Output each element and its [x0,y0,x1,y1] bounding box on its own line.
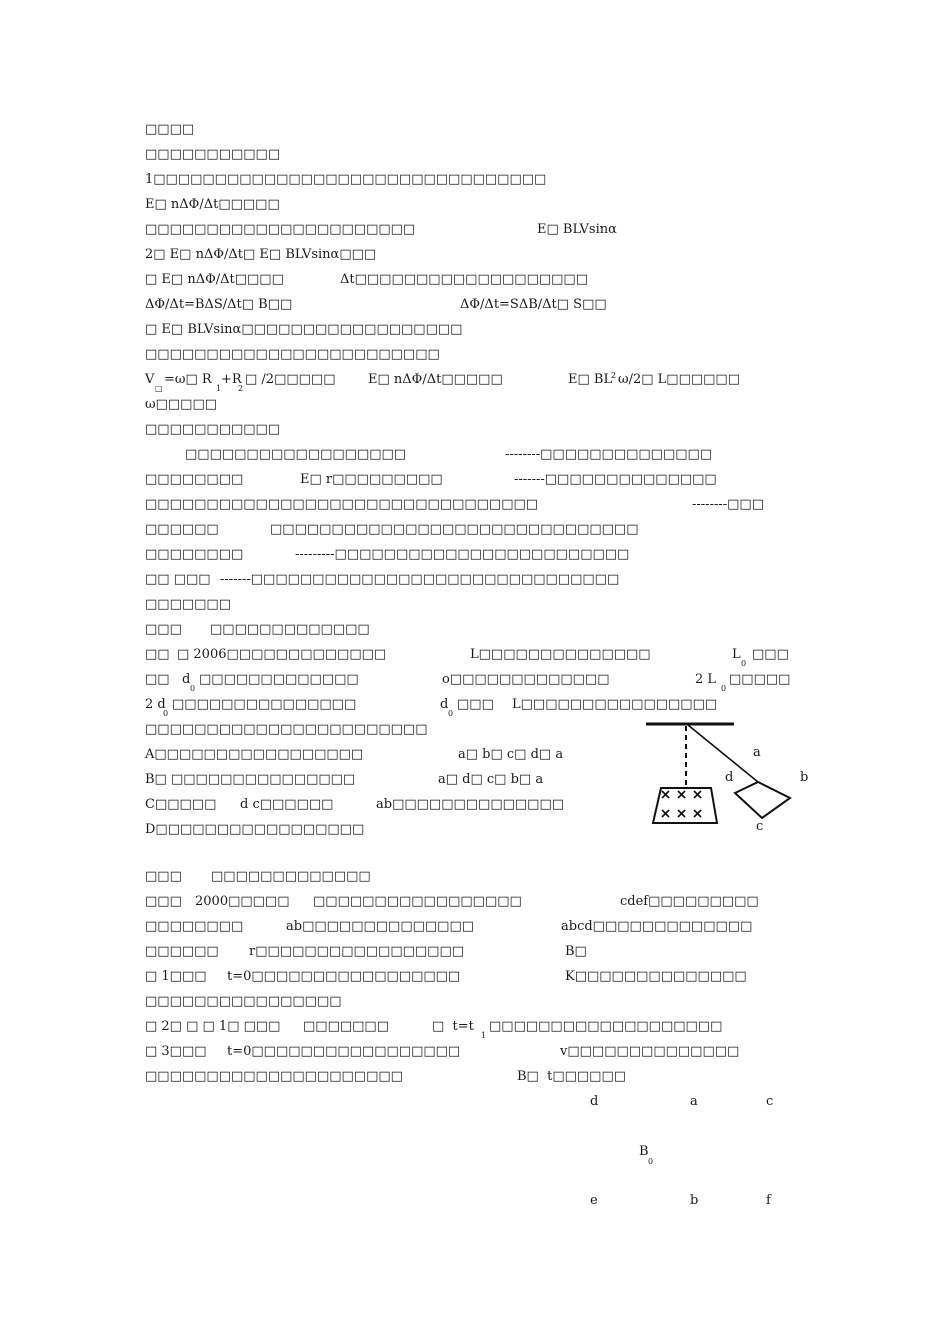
text-line: □□□□□□□□□□□□□□□□□□□□□□□□ [145,347,440,362]
text-line: □□□□□□□□ [145,472,244,487]
subscript: 1 [216,384,222,393]
text-line: □ 2006□□□□□□□□□□□□□ [177,647,387,662]
text-line: □□□□□□□□□□□□□□□□□ [313,894,522,909]
text-line: □□□□□□□□□□□□□□□□□□□□□□□□□□□□□□ [270,522,639,537]
text-line: o□□□□□□□□□□□□□ [442,672,610,687]
text-line: □□□□□□□□□□□□□□□□□□ [185,447,407,462]
formula: +R [221,372,242,387]
subscript: 0 [163,709,169,718]
text-line: □□□□□□□□ [145,919,244,934]
formula-line: E□ nΔΦ/Δt□□□□□ [145,197,280,212]
option-c: C□□□□□ [145,797,217,812]
option-d: D□□□□□□□□□□□□□□□□□ [145,822,365,837]
text-line: K□□□□□□□□□□□□□□ [565,969,747,984]
subscript: 2 [238,384,244,393]
subscript: 0 [721,684,727,693]
text-line: □□□ [752,647,789,662]
text-line: □□□□□□□ [303,1019,389,1034]
text-line: E□ r□□□□□□□□□ [300,472,443,487]
text-line: □□□ [457,697,494,712]
option-c-text: d c□□□□□□ [240,797,334,812]
text-line: □□ [145,647,170,662]
text-line: t=0□□□□□□□□□□□□□□□□□ [227,969,461,984]
text-line: t=0□□□□□□□□□□□□□□□□□ [227,1044,461,1059]
example-label: □□□ [145,869,182,884]
text-line: □ E□ BLVsinα□□□□□□□□□□□□□□□□□□ [145,322,463,337]
text-line: □□□ [145,894,182,909]
formula: E□ nΔΦ/Δt□□□□□ [368,372,503,387]
text-line: 2□ E□ nΔΦ/Δt□ E□ BLVsinα□□□ [145,247,377,262]
fig1-label-b: b [800,770,809,785]
option-a: A□□□□□□□□□□□□□□□□□ [145,747,364,762]
text-line: □ E□ nΔΦ/Δt□□□□ [145,272,284,287]
superscript: 2 [611,371,617,380]
formula: E□ BLVsinα [537,222,617,237]
formula: =ω□ R [164,372,212,387]
wire-loop [735,782,790,818]
option-c-text: ab□□□□□□□□□□□□□□ [376,797,565,812]
fig2-label-d: d [590,1094,599,1109]
example-label: □□□ [145,622,182,637]
text-line: v□□□□□□□□□□□□□□ [560,1044,740,1059]
field-cross-marks [662,791,701,817]
text-line: □□□□□□□□□□□□□□□□□□□□□□ [145,222,416,237]
subscript: 0 [190,684,196,693]
fig2-label-e: e [590,1193,598,1208]
section-heading: □□□□□□□□□□□ [145,422,281,437]
text-line: 1□□□□□□□□□□□□□□□□□□□□□□□□□□□□□□□□ [145,172,547,187]
fig2-label-B-sub: 0 [648,1157,654,1166]
text-line: ω□□□□□ [145,397,218,412]
pendulum-string [688,725,758,782]
text-line: □ t=t [432,1019,474,1034]
text-line: □□□□ [145,122,195,137]
text-line: B□ t□□□□□□ [517,1069,627,1084]
text-line: L [732,647,741,662]
section-heading: □□□□□□□ [145,597,231,612]
question-part-2: □ 2□ □ □ 1□ □□□ [145,1019,281,1034]
text-line: □□□□□□□□ [145,547,244,562]
text-line: □□□□□ [729,672,791,687]
fig2-label-B: B [639,1144,649,1159]
text-line: d [440,697,449,712]
text-line: --------□□□ [692,497,764,512]
text-line: ---------□□□□□□□□□□□□□□□□□□□□□□□□ [295,547,630,562]
fig2-label-b: b [690,1193,699,1208]
magnetic-field-region [653,788,717,823]
formula: V [145,372,155,387]
subscript: 0 [448,709,454,718]
text-line: □□□□□□□□□□□□□□□ [172,697,357,712]
fig1-label-c: c [756,819,764,834]
text-line: □□□□□□□□□□□□□□□□□□□□□ [145,1069,403,1084]
text-line: ab□□□□□□□□□□□□□□ [286,919,475,934]
question-part-1: □ 1□□□ [145,969,207,984]
text-line: 2 L [695,672,717,687]
fig2-label-f: f [766,1193,771,1208]
fig1-label-a: a [753,745,761,760]
formula: ω/2□ L□□□□□□ [618,372,740,387]
text-line: □□□□□□□□□□□□□□□□□□□□□□□□□□□□□□□□ [145,497,539,512]
text-line: Δt□□□□□□□□□□□□□□□□□□□ [340,272,588,287]
text-line: abcd□□□□□□□□□□□□□ [561,919,753,934]
text-line: L□□□□□□□□□□□□□□ [470,647,651,662]
example-title: □□□□□□□□□□□□□ [211,869,371,884]
text-line: d [182,672,191,687]
formula-line: ΔΦ/Δt=BΔS/Δt□ B□□ [145,297,293,312]
formula: □ /2□□□□□ [245,372,336,387]
text-line: □□□□□□ [145,522,219,537]
option-a-path: a□ b□ c□ d□ a [458,747,564,762]
text-line: -------□□□□□□□□□□□□□□□□□□□□□□□□□□□□□□ [220,572,620,587]
text-line: □□□□□□ [145,944,219,959]
text-line: □□□□□□□□□□□□□ [199,672,359,687]
text-line: cdef□□□□□□□□□ [620,894,759,909]
text-line: □□□□□□□□□□□□□□□□□□□□□□□ [145,722,428,737]
text-line: □□ [145,672,170,687]
fig1-label-d: d [725,770,734,785]
text-line: □□ □□□ [145,572,211,587]
example-title: □□□□□□□□□□□□□ [210,622,370,637]
subscript: □ [155,384,163,393]
text-line: 2 d [145,697,166,712]
text-line: 2000□□□□□ [195,894,290,909]
text-line: r□□□□□□□□□□□□□□□□□ [249,944,465,959]
section-heading: □□□□□□□□□□□ [145,147,281,162]
formula: E□ BL [568,372,613,387]
subscript: 0 [741,659,747,668]
option-b-path: a□ d□ c□ b□ a [438,772,544,787]
text-line: B□ [565,944,587,959]
text-line: L□□□□□□□□□□□□□□□□ [512,697,718,712]
question-part-3: □ 3□□□ [145,1044,207,1059]
fig2-label-c: c [766,1094,774,1109]
subscript: 1 [481,1031,487,1040]
fig2-label-a: a [690,1094,698,1109]
option-b: B□ □□□□□□□□□□□□□□□ [145,772,356,787]
text-line: □□□□□□□□□□□□□□□□□□□ [489,1019,723,1034]
formula: ΔΦ/Δt=SΔB/Δt□ S□□ [460,297,607,312]
text-line: □□□□□□□□□□□□□□□□ [145,994,342,1009]
text-line: --------□□□□□□□□□□□□□□ [505,447,713,462]
text-line: -------□□□□□□□□□□□□□□ [514,472,717,487]
